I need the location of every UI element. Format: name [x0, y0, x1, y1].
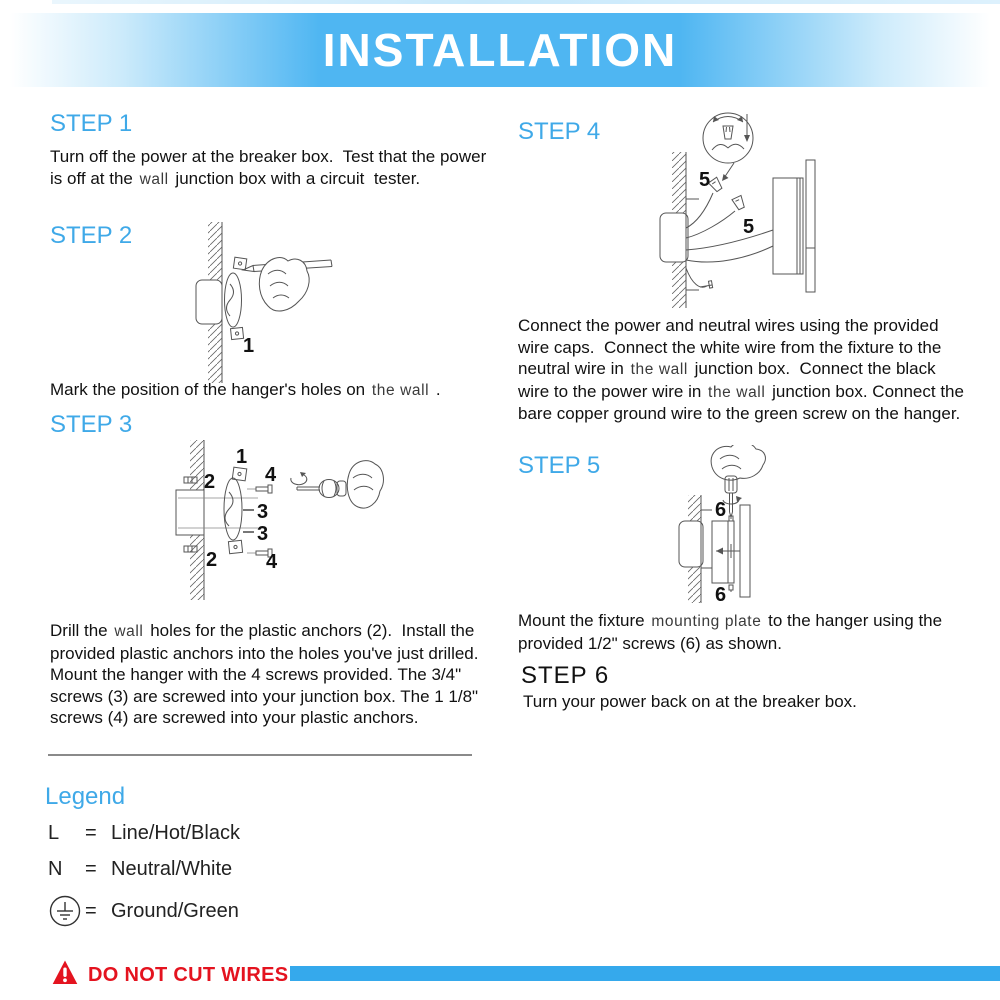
- step3-heading: STEP 3: [50, 411, 133, 438]
- legend-heading: Legend: [45, 783, 126, 810]
- step3-text-part: holes for the plastic anchors (2). Install the provided plastic anchors into the holes you've just drilled. Mount the hanger with the 4 screws provided. The 3/4" screws (3) are screwed into your junction box. The 1 1/8" screws (4) are screwed into your plastic anchors.: [50, 621, 488, 727]
- warning-triangle-icon: [52, 959, 78, 991]
- pencil-tip: [243, 266, 254, 272]
- step4-figure: [650, 105, 850, 315]
- page-title: INSTALLATION: [322, 24, 678, 76]
- step4-text: [518, 315, 970, 425]
- top-strip: [52, 0, 1000, 4]
- hanger-plate: [224, 478, 242, 540]
- step2-text: [50, 379, 495, 402]
- fixture-plate: [806, 160, 815, 292]
- step4-text-var: the wall: [708, 383, 766, 401]
- step2-text-var: the wall: [371, 382, 430, 399]
- hanger-plate: [225, 273, 242, 327]
- step5-text-part: to the hanger using the provided 1/2" screws (6) as shown.: [518, 611, 947, 653]
- legend-equals: =: [85, 899, 97, 922]
- step2-figure: [190, 218, 390, 386]
- legend-symbol: N: [48, 858, 63, 880]
- legend-symbol: L: [48, 822, 60, 844]
- figure-label: 1: [236, 446, 248, 468]
- step1-text-part: junction box with a circuit tester.: [170, 168, 421, 188]
- step5-text-var: mounting plate: [651, 613, 762, 630]
- wire-cap: [708, 177, 723, 193]
- section-divider: [48, 754, 472, 756]
- legend-row-ground: [48, 894, 239, 928]
- legend-row-line: [48, 822, 240, 845]
- wire-cap: [732, 195, 746, 210]
- legend-row-neutral: [48, 858, 232, 881]
- step4-text-part: junction box. Connect the black wire to the power wire in: [518, 359, 941, 401]
- step1-text-var: wall: [139, 170, 169, 188]
- junction-box-recess: [679, 521, 703, 567]
- figure-label: 6: [715, 499, 727, 521]
- step1-heading: STEP 1: [50, 110, 133, 137]
- fixture-body: [773, 178, 803, 274]
- legend-label: Neutral/White: [111, 858, 233, 880]
- figure-label: 4: [265, 464, 277, 486]
- fixture-plate: [740, 505, 750, 597]
- figure-label: 1: [243, 335, 255, 357]
- wire: [686, 211, 735, 238]
- wall-hatch: [672, 262, 686, 308]
- step5-text: [518, 610, 966, 654]
- step5-figure: [675, 445, 795, 605]
- step6-text-part: Turn your power back on at the breaker box.: [523, 692, 857, 711]
- legend-equals: =: [85, 858, 97, 880]
- ground-icon: [48, 894, 85, 928]
- step5-text-part: Mount the fixture: [518, 611, 650, 630]
- hand: [347, 461, 383, 508]
- screw: [729, 585, 733, 590]
- figure-label: 3: [257, 523, 269, 545]
- rotate-arrow: [291, 475, 307, 485]
- step2-text-part: .: [431, 380, 441, 399]
- hanger-tab: [231, 327, 244, 339]
- screw: [256, 487, 268, 491]
- step3-text: [50, 620, 492, 729]
- wall-hatch: [208, 324, 222, 383]
- step3-text-var: wall: [114, 623, 144, 640]
- step1-text-part: Turn off the power at the breaker box. Test that the power is off at the: [50, 147, 492, 188]
- footer-bar: [290, 966, 1000, 981]
- legend-label: Ground/Green: [111, 899, 239, 922]
- step4-text-var: the wall: [630, 361, 688, 378]
- figure-label: 5: [699, 169, 711, 191]
- wall-hatch: [190, 535, 204, 600]
- wall-hatch: [688, 495, 701, 521]
- junction-box-recess: [196, 280, 222, 324]
- step5-heading: STEP 5: [518, 452, 601, 479]
- wall-hatch: [688, 567, 701, 603]
- step6-heading: STEP 6: [521, 662, 610, 689]
- warning-text: DO NOT CUT WIRES: [88, 963, 289, 986]
- step1-text: [50, 146, 500, 190]
- step3-text-part: Drill the: [50, 621, 113, 640]
- wall-hatch: [672, 152, 686, 213]
- figure-label: 2: [206, 549, 218, 571]
- hanger-tab: [233, 257, 246, 270]
- hand: [711, 445, 765, 480]
- wire: [686, 193, 713, 228]
- figure-label: 3: [257, 501, 269, 523]
- wire-cap: [723, 126, 733, 139]
- header-band: [0, 13, 1000, 87]
- wall-hatch: [208, 222, 222, 280]
- step2-text-part: Mark the position of the hanger's holes on: [50, 380, 370, 399]
- legend-equals: =: [85, 822, 97, 844]
- legend-label: Line/Hot/Black: [111, 822, 240, 844]
- figure-label: 6: [715, 584, 727, 605]
- step3-figure: [170, 435, 385, 605]
- step4-text-part: junction box. Connect the bare copper ground wire to the green screw on the hanger.: [518, 381, 969, 423]
- figure-label: 5: [743, 216, 755, 238]
- junction-box-recess: [660, 213, 688, 262]
- figure-label: 4: [266, 551, 278, 573]
- step2-heading: STEP 2: [50, 222, 133, 249]
- wire: [686, 268, 707, 287]
- hanger-tab: [228, 540, 242, 553]
- step4-heading: STEP 4: [518, 118, 601, 145]
- step4-text-part: Connect the power and neutral wires using the provided wire caps. Connect the white wire from the fixture to the neutral wire in: [518, 316, 947, 378]
- figure-label: 2: [204, 471, 216, 493]
- hand: [259, 258, 309, 311]
- step6-text: [523, 691, 971, 713]
- warning-row: [52, 959, 288, 991]
